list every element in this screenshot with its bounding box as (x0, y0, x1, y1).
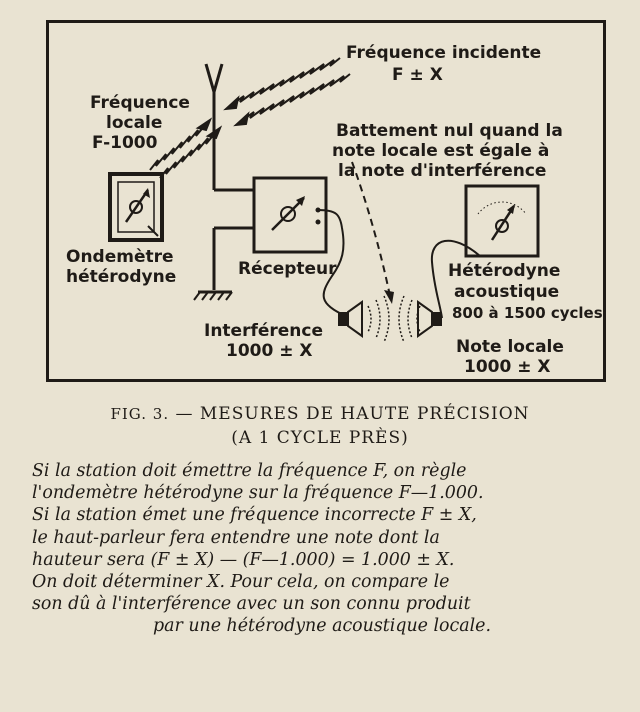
label-note-locale-1: Note locale (456, 337, 564, 357)
label-battement-1: Battement nul quand la (336, 121, 563, 141)
caption-title-line-2: (A 1 CYCLE PRÈS) (231, 428, 409, 448)
caption-line: hauteur sera (F ± X) — (F—1.000) = 1.000 ± X. (32, 549, 455, 570)
incident-wave-arrows (226, 58, 350, 125)
caption-line: On doit déterminer X. Pour cela, on compare le (32, 572, 450, 593)
dashed-arrow (352, 162, 390, 296)
figure-number: FIG. 3. (110, 405, 170, 423)
label-battement-3: la note d'interférence (338, 161, 547, 181)
label-recepteur: Récepteur (238, 259, 337, 279)
label-note-locale-2: 1000 ± X (464, 357, 551, 377)
label-het-acoustique-2: acoustique (454, 282, 560, 302)
caption-line: l'ondemètre hétérodyne sur la fréquence F—1.000. (32, 483, 484, 504)
label-freq-incidente-value: F ± X (392, 65, 443, 85)
caption-line: le haut-parleur fera entendre une note dont la (32, 527, 440, 548)
label-battement-2: note locale est égale à (332, 141, 550, 161)
label-freq-locale-2: locale (106, 113, 163, 133)
sound-waves (368, 296, 420, 342)
speaker-right-icon (418, 302, 442, 336)
label-ondemetre-2: hétérodyne (66, 267, 177, 287)
caption-line: Si la station doit émettre la fréquence F, on règle (32, 461, 467, 481)
caption-line: Si la station émet une fréquence incorrecte F ± X, (32, 505, 477, 526)
label-freq-incidente: Fréquence incidente (346, 43, 542, 63)
caption-line: par une hétérodyne acoustique locale. (152, 616, 492, 637)
label-interference-1: Interférence (204, 321, 324, 341)
caption-title-line-1 (0, 404, 640, 424)
label-freq-locale-1: Fréquence (90, 93, 190, 113)
label-het-acoustique-1: Hétérodyne (448, 261, 561, 281)
speaker-left-icon (338, 302, 362, 336)
caption-title-main: — MESURES DE HAUTE PRÉCISION (175, 404, 530, 424)
caption-body (32, 460, 612, 638)
label-ondemetre-1: Ondemètre (66, 247, 174, 267)
heterodyne-acoustique-icon (466, 186, 538, 256)
label-interference-2: 1000 ± X (226, 341, 313, 361)
label-freq-locale-3: F-1000 (92, 133, 158, 153)
recepteur-icon (254, 178, 326, 252)
caption-line: son dû à l'interférence avec un son connu produit (32, 594, 471, 615)
ondemetre-icon (110, 174, 162, 240)
label-het-acoustique-3: 800 à 1500 cycles (452, 304, 603, 322)
ground-icon (194, 292, 232, 300)
